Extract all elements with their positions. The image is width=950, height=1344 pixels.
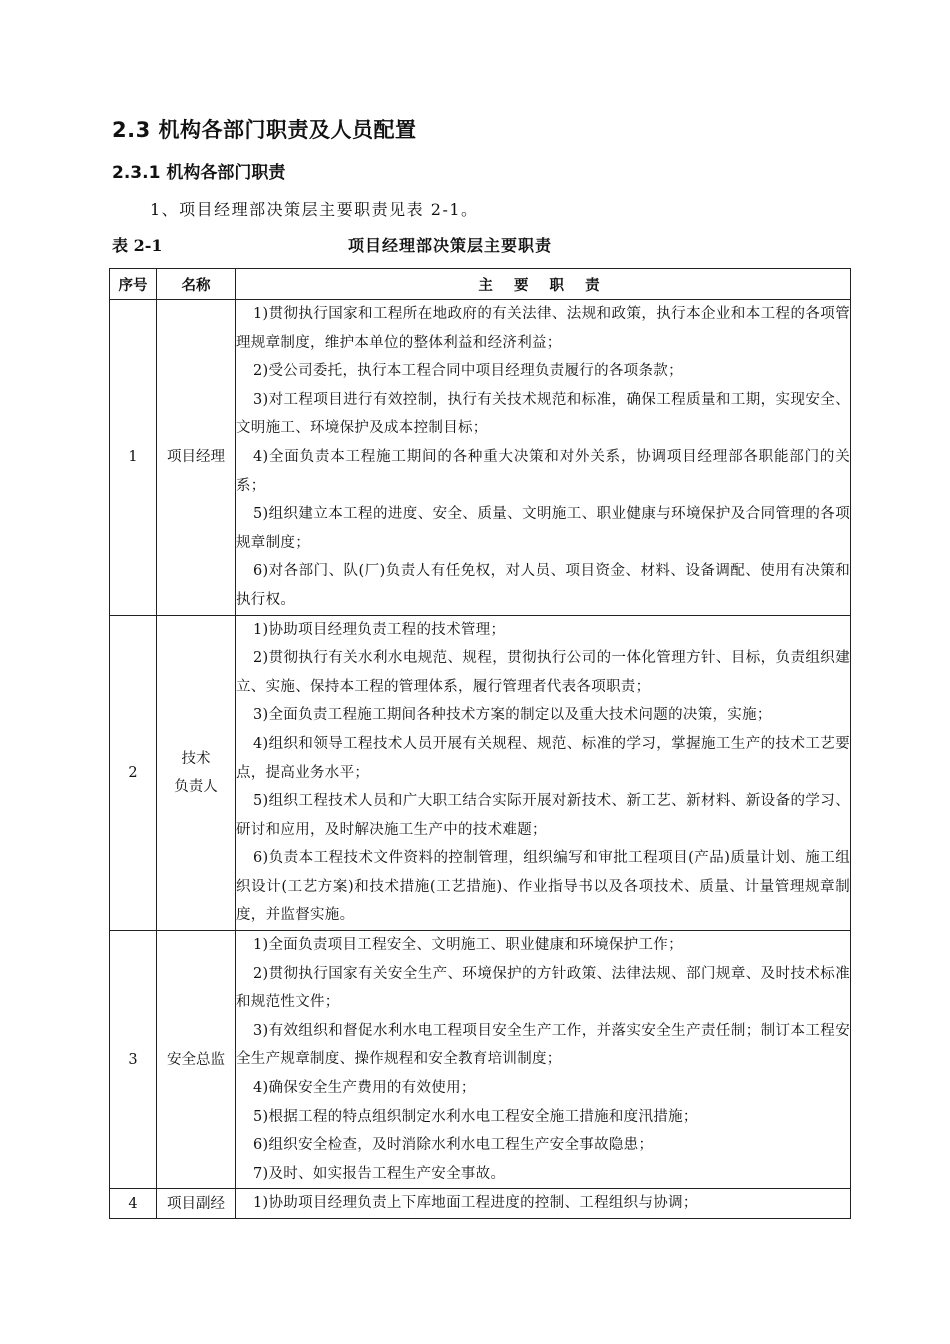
duty-item: 4)组织和领导工程技术人员开展有关规程、规范、标准的学习，掌握施工生产的技术工艺要点，提高业务水平； (236, 735, 850, 781)
row-number: 4 (110, 1189, 157, 1219)
role-name-line: 技术 (181, 750, 211, 767)
intro-paragraph: 1、项目经理部决策层主要职责见表 2-1。 (150, 200, 479, 219)
duty-item: 4)确保安全生产费用的有效使用； (253, 1080, 476, 1097)
table-row (110, 615, 851, 931)
table-header-row (110, 269, 851, 300)
row-role-name (157, 1189, 236, 1219)
duty-item: 6)负责本工程技术文件资料的控制管理，组织编写和审批工程项目(产品)质量计划、施工组织设计(工艺方案)和技术措施(工艺措施)、作业指导书以及各项技术、质量、计量管理规章制度，并监督实施。 (236, 850, 850, 924)
duty-item: 2)贯彻执行国家有关安全生产、环境保护的方针政策、法律法规、部门规章、及时技术标准和规范性文件； (236, 965, 850, 1011)
duty-item: 6)对各部门、队(厂)负责人有任免权，对人员、项目资金、材料、设备调配、使用有决策和执行权。 (236, 563, 850, 608)
duty-item: 5)组织工程技术人员和广大职工结合实际开展对新技术、新工艺、新材料、新设备的学习、研讨和应用，及时解决施工生产中的技术难题； (236, 793, 850, 838)
role-name-line: 负责人 (174, 778, 218, 795)
row-duties (236, 615, 851, 931)
header-duties-label: 主 要 职 责 (478, 276, 608, 294)
duty-item: 5)根据工程的特点组织制定水利水电工程安全施工措施和度汛措施； (253, 1108, 698, 1125)
table-row (110, 931, 851, 1189)
duty-item: 1)协助项目经理负责工程的技术管理； (253, 621, 506, 638)
table-row (110, 300, 851, 616)
row-role-name (157, 615, 236, 931)
duty-item: 2)贯彻执行有关水利水电规范、规程，贯彻执行公司的一体化管理方针、目标，负责组织建立、实施、保持本工程的管理体系，履行管理者代表各项职责； (236, 650, 850, 695)
duty-item: 1)全面负责项目工程安全、文明施工、职业健康和环境保护工作； (253, 937, 683, 954)
row-duties (236, 931, 851, 1189)
role-name-line: 项目经理 (167, 449, 225, 466)
header-duties (236, 269, 851, 300)
row-duties (236, 300, 851, 616)
row-number: 1 (110, 300, 157, 616)
duty-item: 4)全面负责本工程施工期间的各种重大决策和对外关系，协调项目经理部各职能部门的关系； (236, 448, 850, 494)
row-number: 2 (110, 615, 157, 931)
role-name-line: 安全总监 (167, 1051, 225, 1068)
duty-item: 3)全面负责工程施工期间各种技术方案的制定以及重大技术问题的决策，实施； (253, 707, 772, 724)
role-name-line: 项目副经 (167, 1195, 225, 1212)
duty-item: 3)对工程项目进行有效控制，执行有关技术规范和标准，确保工程质量和工期，实现安全、文明施工、环境保护及成本控制目标； (236, 391, 850, 437)
duties-table (109, 268, 851, 1219)
table-body (110, 300, 851, 1219)
table-caption-label: 表 2-1 (112, 236, 163, 255)
row-role-name (157, 300, 236, 616)
duty-item: 2)受公司委托，执行本工程合同中项目经理负责履行的各项条款； (253, 363, 683, 380)
section-heading: 2.3 机构各部门职责及人员配置 (112, 118, 417, 142)
duty-item: 3)有效组织和督促水利水电工程项目安全生产工作，并落实安全生产责任制；制订本工程安全生产规章制度、操作规程和安全教育培训制度； (236, 1022, 850, 1068)
header-no: 序号 (110, 269, 157, 300)
header-name: 名称 (157, 269, 236, 300)
subsection-heading: 2.3.1 机构各部门职责 (112, 163, 286, 183)
duty-item: 6)组织安全检查，及时消除水利水电工程生产安全事故隐患； (253, 1137, 654, 1154)
row-role-name (157, 931, 236, 1189)
duty-item: 5)组织建立本工程的进度、安全、质量、文明施工、职业健康与环境保护及合同管理的各项规章制度； (236, 506, 850, 551)
row-duties (236, 1189, 851, 1219)
duty-item: 1)贯彻执行国家和工程所在地政府的有关法律、法规和政策，执行本企业和本工程的各项管理规章制度，维护本单位的整体利益和经济利益； (236, 306, 850, 351)
row-number: 3 (110, 931, 157, 1189)
table-row (110, 1189, 851, 1219)
duty-item: 1)协助项目经理负责上下库地面工程进度的控制、工程组织与协调； (253, 1195, 698, 1212)
duty-item: 7)及时、如实报告工程生产安全事故。 (253, 1165, 506, 1182)
table-caption-title: 项目经理部决策层主要职责 (348, 236, 553, 255)
